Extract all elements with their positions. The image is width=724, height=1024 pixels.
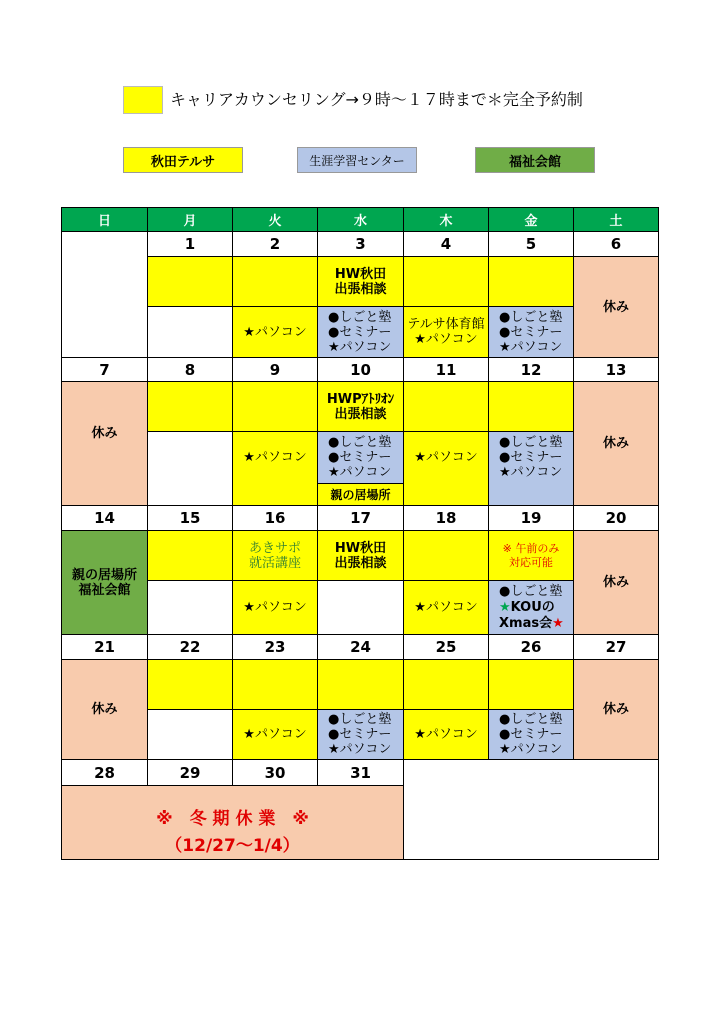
date-22: 22 <box>147 634 233 660</box>
event-counseling-slot <box>147 381 233 432</box>
date-4: 4 <box>403 231 489 257</box>
date-11: 11 <box>403 357 489 382</box>
weekday-wed: 水 <box>317 207 404 232</box>
event-counseling-slot <box>488 659 574 710</box>
date-13: 13 <box>573 357 659 382</box>
empty-end-area <box>403 759 659 860</box>
event-pc-class: ★パソコン <box>232 709 318 760</box>
date-18: 18 <box>403 505 489 531</box>
date-28: 28 <box>61 759 148 786</box>
date-2: 2 <box>232 231 318 257</box>
event-shigoto-seminar-pc: ●しごと塾 ●セミナー ★パソコン <box>488 709 574 760</box>
legend-description: キャリアカウンセリング→９時～１７時まで＊完全予約制 <box>170 90 583 109</box>
date-10: 10 <box>317 357 404 382</box>
date-14: 14 <box>61 505 148 531</box>
event-parents-place: 親の居場所 <box>330 488 391 502</box>
date-30: 30 <box>232 759 318 786</box>
star-green-icon: ★ <box>499 600 511 615</box>
weekday-tue: 火 <box>232 207 318 232</box>
winter-break-notice <box>61 785 404 860</box>
event-counseling-slot <box>403 381 489 432</box>
event-hw-akita-consult: HW秋田 出張相談 <box>317 530 404 581</box>
weekday-mon: 月 <box>147 207 233 232</box>
location-legend-telsa: 秋田テルサ <box>123 147 243 173</box>
date-26: 26 <box>488 634 574 660</box>
event-akisapo-job-seminar: あきサポ 就活講座 <box>232 530 318 581</box>
event-counseling-slot <box>488 381 574 432</box>
event-kou-label: KOUの <box>510 600 555 615</box>
event-pc-class: ★パソコン <box>403 580 489 635</box>
holiday-cell: 休み <box>61 381 148 506</box>
holiday-cell: 休み <box>61 659 148 760</box>
event-counseling-slot <box>403 530 489 581</box>
holiday-cell: 休み <box>573 659 659 760</box>
event-hw-akita-consult: HW秋田 出張相談 <box>317 256 404 307</box>
event-counseling-slot <box>147 256 233 307</box>
date-7: 7 <box>61 357 148 382</box>
empty-slot <box>147 431 233 506</box>
location-legend-lifelong-center: 生涯学習センター <box>297 147 417 173</box>
event-telsa-gym-pc: テルサ体育館 ★パソコン <box>403 306 489 358</box>
date-23: 23 <box>232 634 318 660</box>
event-pc-class: ★パソコン <box>403 431 489 506</box>
event-shigoto-seminar-pc: ●しごと塾 ●セミナー ★パソコン <box>488 431 574 506</box>
event-pc-class: ★パソコン <box>232 580 318 635</box>
event-xmas-label: Xmas会 <box>499 616 553 631</box>
weekday-thu: 木 <box>403 207 489 232</box>
date-29: 29 <box>147 759 233 786</box>
event-pc-class: ★パソコン <box>232 431 318 506</box>
event-shigoto-seminar-pc: ●しごと塾 ●セミナー ★パソコン <box>317 306 404 358</box>
weekday-fri: 金 <box>488 207 574 232</box>
event-counseling-slot <box>232 256 318 307</box>
date-8: 8 <box>147 357 233 382</box>
date-25: 25 <box>403 634 489 660</box>
event-parents-place-welfare-hall: 親の居場所 福祉会館 <box>61 530 148 635</box>
winter-break-dates: （12/27～1/4） <box>165 836 300 856</box>
legend-swatch-yellow <box>123 86 163 114</box>
date-21: 21 <box>61 634 148 660</box>
event-shigoto-seminar-pc: ●しごと塾 ●セミナー ★パソコン <box>317 431 404 484</box>
date-6: 6 <box>573 231 659 257</box>
date-31: 31 <box>317 759 404 786</box>
event-counseling-slot <box>232 659 318 710</box>
empty-slot <box>147 580 233 635</box>
empty-slot <box>317 580 404 635</box>
date-24: 24 <box>317 634 404 660</box>
empty-slot <box>147 709 233 760</box>
event-pc-class: ★パソコン <box>403 709 489 760</box>
date-19: 19 <box>488 505 574 531</box>
holiday-cell: 休み <box>573 256 659 358</box>
weekday-sun: 日 <box>61 207 148 232</box>
event-counseling-slot <box>403 659 489 710</box>
event-counseling-slot <box>147 659 233 710</box>
event-counseling-slot <box>232 381 318 432</box>
date-20: 20 <box>573 505 659 531</box>
location-legend-welfare-hall: 福祉会館 <box>475 147 595 173</box>
event-counseling-slot <box>317 659 404 710</box>
date-17: 17 <box>317 505 404 531</box>
date-27: 27 <box>573 634 659 660</box>
date-9: 9 <box>232 357 318 382</box>
event-counseling-slot <box>147 530 233 581</box>
event-shigoto-seminar-pc: ●しごと塾 ●セミナー ★パソコン <box>488 306 574 358</box>
event-shigoto-seminar-pc: ●しごと塾 ●セミナー ★パソコン <box>317 709 404 760</box>
holiday-cell: 休み <box>573 381 659 506</box>
star-red-icon: ★ <box>552 616 564 631</box>
date-12: 12 <box>488 357 574 382</box>
event-morning-only-note: ※ 午前のみ 対応可能 <box>488 530 574 581</box>
empty-slot <box>147 306 233 358</box>
date-15: 15 <box>147 505 233 531</box>
winter-break-title: ※ 冬 期 休 業 ※ <box>156 809 309 829</box>
empty-day-cell <box>61 231 148 358</box>
holiday-cell: 休み <box>573 530 659 635</box>
weekday-sat: 土 <box>573 207 659 232</box>
date-5: 5 <box>488 231 574 257</box>
event-pc-class: ★パソコン <box>232 306 318 358</box>
event-shigoto-juku: ●しごと塾 <box>499 584 563 599</box>
event-counseling-slot <box>488 256 574 307</box>
date-1: 1 <box>147 231 233 257</box>
event-counseling-slot <box>403 256 489 307</box>
date-3: 3 <box>317 231 404 257</box>
event-hwp-ation-consult: HWPｱﾄﾘｵﾝ 出張相談 <box>317 381 404 432</box>
event-shigoto-kou-xmas <box>488 580 574 635</box>
event-wed-block <box>317 431 404 506</box>
date-16: 16 <box>232 505 318 531</box>
